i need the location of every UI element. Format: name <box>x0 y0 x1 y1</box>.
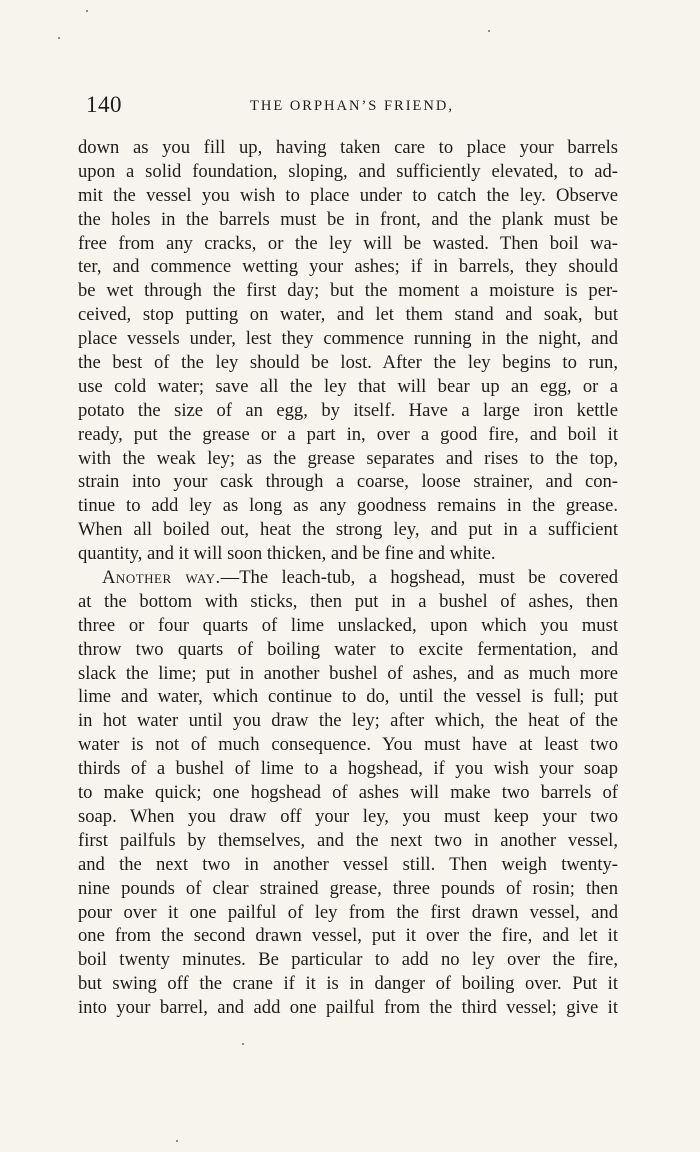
text-line: with the weak ley; as the grease separates and rises to the top, <box>78 447 618 469</box>
text-line: one from the second drawn vessel, put it over the fire, and let it <box>78 925 618 947</box>
text-line: soap. When you draw off your ley, you must keep your two <box>78 805 618 827</box>
text-line <box>78 566 618 590</box>
body-text <box>78 136 618 1020</box>
text-line: the best of the ley should be lost. After the ley begins to run, <box>78 352 618 374</box>
text-line: water is not of much consequence. You must have at least two <box>78 734 618 756</box>
text-line: down as you fill up, having taken care to place your barrels <box>78 137 618 158</box>
text-line: and the next two in another vessel still. Then weigh twenty- <box>78 853 618 875</box>
text-line: boil twenty minutes. Be particular to add no ley over the fire, <box>78 949 618 971</box>
paper-speck <box>176 1140 178 1142</box>
paper-speck <box>242 1043 244 1045</box>
text-line: use cold water; save all the ley that will bear up an egg, or a <box>78 375 618 397</box>
text-line: upon a solid foundation, sloping, and sufficiently elevated, to ad- <box>78 160 618 182</box>
text-line: free from any cracks, or the ley will be wasted. Then boil wa- <box>78 232 618 254</box>
paper-speck <box>58 37 60 39</box>
text-line: be wet through the first day; but the moment a moisture is per- <box>78 280 618 302</box>
text-line: throw two quarts of boiling water to excite fermentation, and <box>78 638 618 660</box>
text-line: quantity, and it will soon thicken, and be fine and white. <box>78 543 496 565</box>
text-line: in hot water until you draw the ley; after which, the heat of the <box>78 710 618 732</box>
text-line: ceived, stop putting on water, and let them stand and soak, but <box>78 304 618 326</box>
text-line: the holes in the barrels must be in front, and the plank must be <box>78 208 618 230</box>
paragraph <box>78 136 618 566</box>
text-line: thirds of a bushel of lime to a hogshead, if you wish your soap <box>78 758 618 780</box>
text-line: ter, and commence wetting your ashes; if in barrels, they should <box>78 256 618 278</box>
text-line: potato the size of an egg, by itself. Have a large iron kettle <box>78 399 618 421</box>
running-head: THE ORPHAN’S FRIEND, <box>250 98 454 114</box>
text-line: three or four quarts of lime unslacked, upon which you must <box>78 614 618 636</box>
text-line: slack the lime; put in another bushel of ashes, and as much more <box>78 662 618 684</box>
text-line: When all boiled out, heat the strong ley, and put in a sufficient <box>78 519 618 541</box>
text-line: strain into your cask through a coarse, loose strainer, and con- <box>78 471 618 493</box>
text-line: mit the vessel you wish to place under to catch the ley. Observe <box>78 184 618 206</box>
text-line: nine pounds of clear strained grease, three pounds of rosin; then <box>78 877 618 899</box>
text-line: first pailfuls by themselves, and the next two in another vessel, <box>78 829 618 851</box>
text-line: tinue to add ley as long as any goodness remains in the grease. <box>78 495 618 517</box>
paper-speck <box>488 30 490 32</box>
text-line: ready, put the grease or a part in, over a good fire, and boil it <box>78 423 618 445</box>
text-line: to make quick; one hogshead of ashes will make two barrels of <box>78 782 618 804</box>
page-number: 140 <box>86 92 122 117</box>
text-line: at the bottom with sticks, then put in a bushel of ashes, then <box>78 590 618 612</box>
section-lead-in: Another way. <box>102 567 221 589</box>
text-line: pour over it one pailful of ley from the first drawn vessel, and <box>78 901 618 923</box>
page-header <box>86 92 618 122</box>
text-line: but swing off the crane if it is in danger of boiling over. Put it <box>78 973 618 995</box>
paper-speck <box>86 10 88 12</box>
text-line: place vessels under, lest they commence running in the night, and <box>78 328 618 350</box>
paragraph <box>78 566 618 1020</box>
text-line: lime and water, which continue to do, until the vessel is full; put <box>78 686 618 708</box>
text-run: —The leach-tub, a hogshead, must be covered <box>220 567 618 589</box>
text-line: into your barrel, and add one pailful from the third vessel; give it <box>78 997 618 1019</box>
